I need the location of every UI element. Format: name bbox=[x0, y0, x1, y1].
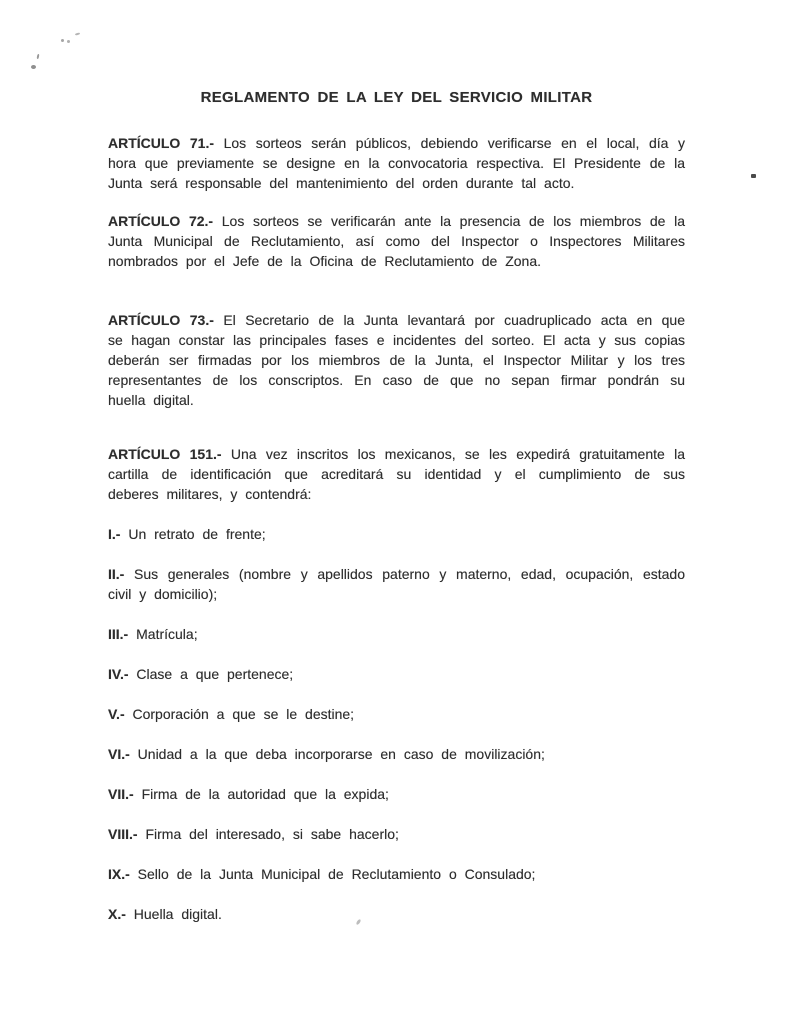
list-item-3-text: Matrícula; bbox=[136, 626, 198, 642]
article-151-text: Una vez inscritos los mexicanos, se les expedirá gratuitamente la cartilla de identificación que acreditará su identidad y el cumplimiento de sus deberes militares, y contendrá: bbox=[108, 446, 686, 502]
scan-speck bbox=[61, 39, 64, 42]
list-item-1 bbox=[108, 524, 685, 544]
article-73-label: ARTÍCULO 73.- bbox=[108, 312, 214, 328]
scan-speck bbox=[67, 40, 70, 43]
document-content bbox=[108, 88, 685, 944]
article-72-label: ARTÍCULO 72.- bbox=[108, 213, 214, 229]
article-72-paragraph bbox=[108, 211, 685, 271]
article-151-label: ARTÍCULO 151.- bbox=[108, 446, 222, 462]
list-item-8-label: VIII.- bbox=[108, 826, 138, 842]
list-item-9-text: Sello de la Junta Municipal de Reclutamiento o Consulado; bbox=[137, 866, 536, 882]
list-item-2 bbox=[108, 564, 685, 604]
list-item-7-label: VII.- bbox=[108, 786, 134, 802]
scan-speck bbox=[751, 174, 756, 178]
list-item-8-text: Firma del interesado, si sabe hacerlo; bbox=[145, 826, 399, 842]
list-item-6-label: VI.- bbox=[108, 746, 130, 762]
list-item-4-label: IV.- bbox=[108, 666, 129, 682]
article-151-paragraph bbox=[108, 444, 685, 504]
article-73-text: El Secretario de la Junta levantará por cuadruplicado acta en que se hagan constar las principales fases e incidentes del sorteo. El acta y sus copias deberán ser firmadas por los miembros de la Junta, el Inspector Militar y los tres representantes de los conscriptos. En caso de que no sepan firmar pondrán su huella digital. bbox=[108, 312, 686, 408]
list-item-3 bbox=[108, 624, 685, 644]
scan-speck bbox=[31, 65, 36, 69]
list-item-1-label: I.- bbox=[108, 526, 121, 542]
list-item-5-text: Corporación a que se le destine; bbox=[132, 706, 355, 722]
list-item-5-label: V.- bbox=[108, 706, 125, 722]
list-item-4-text: Clase a que pertenece; bbox=[136, 666, 294, 682]
article-71-label: ARTÍCULO 71.- bbox=[108, 135, 215, 151]
article-71-paragraph bbox=[108, 133, 685, 193]
list-item-2-text: Sus generales (nombre y apellidos paterno y materno, edad, ocupación, estado civil y domicilio); bbox=[108, 566, 686, 602]
list-item-6 bbox=[108, 744, 685, 764]
list-item-7-text: Firma de la autoridad que la expida; bbox=[141, 786, 389, 802]
scan-speck bbox=[37, 54, 40, 59]
list-item-8 bbox=[108, 824, 685, 844]
list-item-7 bbox=[108, 784, 685, 804]
article-71-text: Los sorteos serán públicos, debiendo verificarse en el local, día y hora que previamente se designe en la convocatoria respectiva. El Presidente de la Junta será responsable del mantenimiento del orden durante tal acto. bbox=[108, 135, 685, 191]
list-item-10-label: X.- bbox=[108, 906, 126, 922]
list-item-9-label: IX.- bbox=[108, 866, 130, 882]
list-item-3-label: III.- bbox=[108, 626, 129, 642]
list-item-1-text: Un retrato de frente; bbox=[128, 526, 266, 542]
list-item-10 bbox=[108, 904, 685, 924]
article-73-paragraph bbox=[108, 310, 685, 410]
list-item-6-text: Unidad a la que deba incorporarse en caso de movilización; bbox=[137, 746, 545, 762]
scan-speck bbox=[75, 32, 80, 35]
list-item-2-label: II.- bbox=[108, 566, 125, 582]
list-item-10-text: Huella digital. bbox=[133, 906, 222, 922]
list-item-5 bbox=[108, 704, 685, 724]
list-item-9 bbox=[108, 864, 685, 884]
document-title: REGLAMENTO DE LA LEY DEL SERVICIO MILITAR bbox=[200, 89, 593, 106]
article-72-text: Los sorteos se verificarán ante la presencia de los miembros de la Junta Municipal de Reclutamiento, así como del Inspector o Inspectores Militares nombrados por el Jefe de la Oficina de Reclutamiento de Zona. bbox=[108, 213, 686, 269]
list-item-4 bbox=[108, 664, 685, 684]
